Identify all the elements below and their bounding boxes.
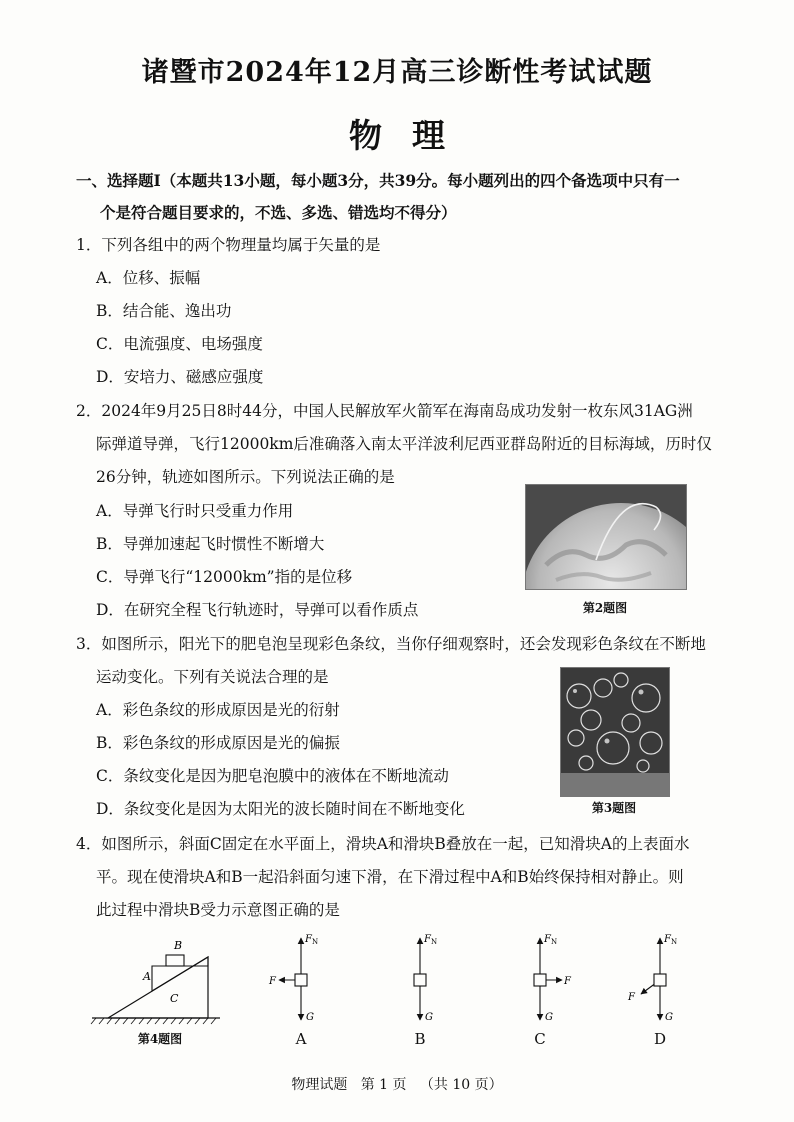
q3-option-a: A．彩色条纹的形成原因是光的衍射 bbox=[96, 701, 340, 719]
choice-a-label: A bbox=[295, 1030, 307, 1048]
q3-option-b: B．彩色条纹的形成原因是光的偏振 bbox=[96, 734, 340, 752]
q2-figure-caption: 第2题图 bbox=[582, 601, 628, 615]
svg-text:FN: $F_N$ bbox=[664, 934, 678, 946]
section-heading-line1: 一、选择题Ⅰ（本题共13小题，每小题3分，共39分。每小题列出的四个备选项中只有一 bbox=[76, 171, 680, 190]
q3-option-d: D．条纹变化是因为太阳光的波长随时间在不断地变化 bbox=[96, 800, 465, 818]
q2-stem-line2: 际弹道导弹，飞行12000km后准确落入南太平洋波利尼西亚群岛附近的目标海域，历时仅 bbox=[96, 435, 712, 453]
force-diagram-b bbox=[374, 928, 454, 1028]
force-diagram-a bbox=[255, 928, 335, 1028]
svg-text:FN: $F_N$ bbox=[305, 934, 319, 946]
label-a: A bbox=[143, 970, 151, 983]
q2-stem-line3: 26分钟，轨迹如图所示。下列说法正确的是 bbox=[96, 468, 395, 486]
q4-stem-line1: 4．如图所示，斜面C固定在水平面上，滑块A和滑块B叠放在一起，已知滑块A的上表面水 bbox=[76, 835, 690, 853]
q4-stem-line2: 平。现在使滑块A和B一起沿斜面匀速下滑，在下滑过程中A和B始终保持相对静止。则 bbox=[96, 868, 684, 886]
svg-text:FN: $F_N$ bbox=[424, 934, 438, 946]
q1-option-d: D．安培力、磁感应强度 bbox=[96, 368, 264, 386]
force-diagram-c bbox=[494, 928, 574, 1028]
svg-text:FN: $F_N$ bbox=[544, 934, 558, 946]
q3-option-c: C．条纹变化是因为肥皂泡膜中的液体在不断地流动 bbox=[96, 767, 449, 785]
choice-c-label: C bbox=[534, 1030, 546, 1048]
choice-d-label: D bbox=[653, 1030, 667, 1048]
svg-text:G: G bbox=[545, 1012, 553, 1023]
svg-text:F: F bbox=[564, 976, 571, 987]
exam-title: 诸暨市2024年12月高三诊断性考试试题 bbox=[141, 57, 653, 88]
q3-stem-line1: 3．如图所示，阳光下的肥皂泡呈现彩色条纹，当你仔细观察时，还会发现彩色条纹在不断地 bbox=[76, 635, 706, 653]
svg-text:F: F bbox=[269, 976, 276, 987]
q1-option-c: C．电流强度、电场强度 bbox=[96, 335, 263, 353]
q1-option-a: A．位移、振幅 bbox=[96, 269, 201, 287]
block-a bbox=[152, 957, 208, 991]
q1-stem: 1．下列各组中的两个物理量均属于矢量的是 bbox=[76, 236, 381, 254]
svg-text:G: G bbox=[425, 1012, 433, 1023]
q1-option-b: B．结合能、逸出功 bbox=[96, 302, 232, 320]
svg-text:G: G bbox=[306, 1012, 314, 1023]
svg-text:G: G bbox=[665, 1012, 673, 1023]
choice-b-label: B bbox=[414, 1030, 426, 1048]
label-b: B bbox=[174, 939, 183, 952]
subject-title: 物理 bbox=[349, 116, 475, 155]
q4-incline-figure bbox=[90, 935, 225, 1030]
q2-option-b: B．导弹加速起飞时惯性不断增大 bbox=[96, 535, 325, 553]
q2-figure-earth-trajectory bbox=[525, 484, 687, 590]
q2-option-d: D．在研究全程飞行轨迹时，导弹可以看作质点 bbox=[96, 601, 419, 619]
q2-stem-line1: 2．2024年9月25日8时44分，中国人民解放军火箭军在海南岛成功发射一枚东风31AG洲 bbox=[76, 402, 693, 420]
q2-option-a: A．导弹飞行时只受重力作用 bbox=[96, 502, 294, 520]
q2-option-c: C．导弹飞行“12000km”指的是位移 bbox=[96, 568, 353, 586]
force-diagram-d bbox=[614, 928, 694, 1028]
block-b bbox=[166, 955, 184, 966]
q3-figure-soap-bubbles bbox=[560, 667, 670, 797]
page-footer: 物理试题 第 1 页 （共 10 页） bbox=[291, 1077, 503, 1093]
q4-stem-line3: 此过程中滑块B受力示意图正确的是 bbox=[96, 901, 340, 919]
section-heading-line2: 个是符合题目要求的，不选、多选、错选均不得分） bbox=[100, 203, 457, 222]
q3-stem-line2: 运动变化。下列有关说法合理的是 bbox=[96, 668, 329, 686]
label-c: C bbox=[170, 992, 179, 1005]
q4-figure-caption: 第4题图 bbox=[137, 1032, 183, 1046]
q3-figure-caption: 第3题图 bbox=[591, 801, 637, 815]
svg-text:F: F bbox=[628, 992, 635, 1003]
